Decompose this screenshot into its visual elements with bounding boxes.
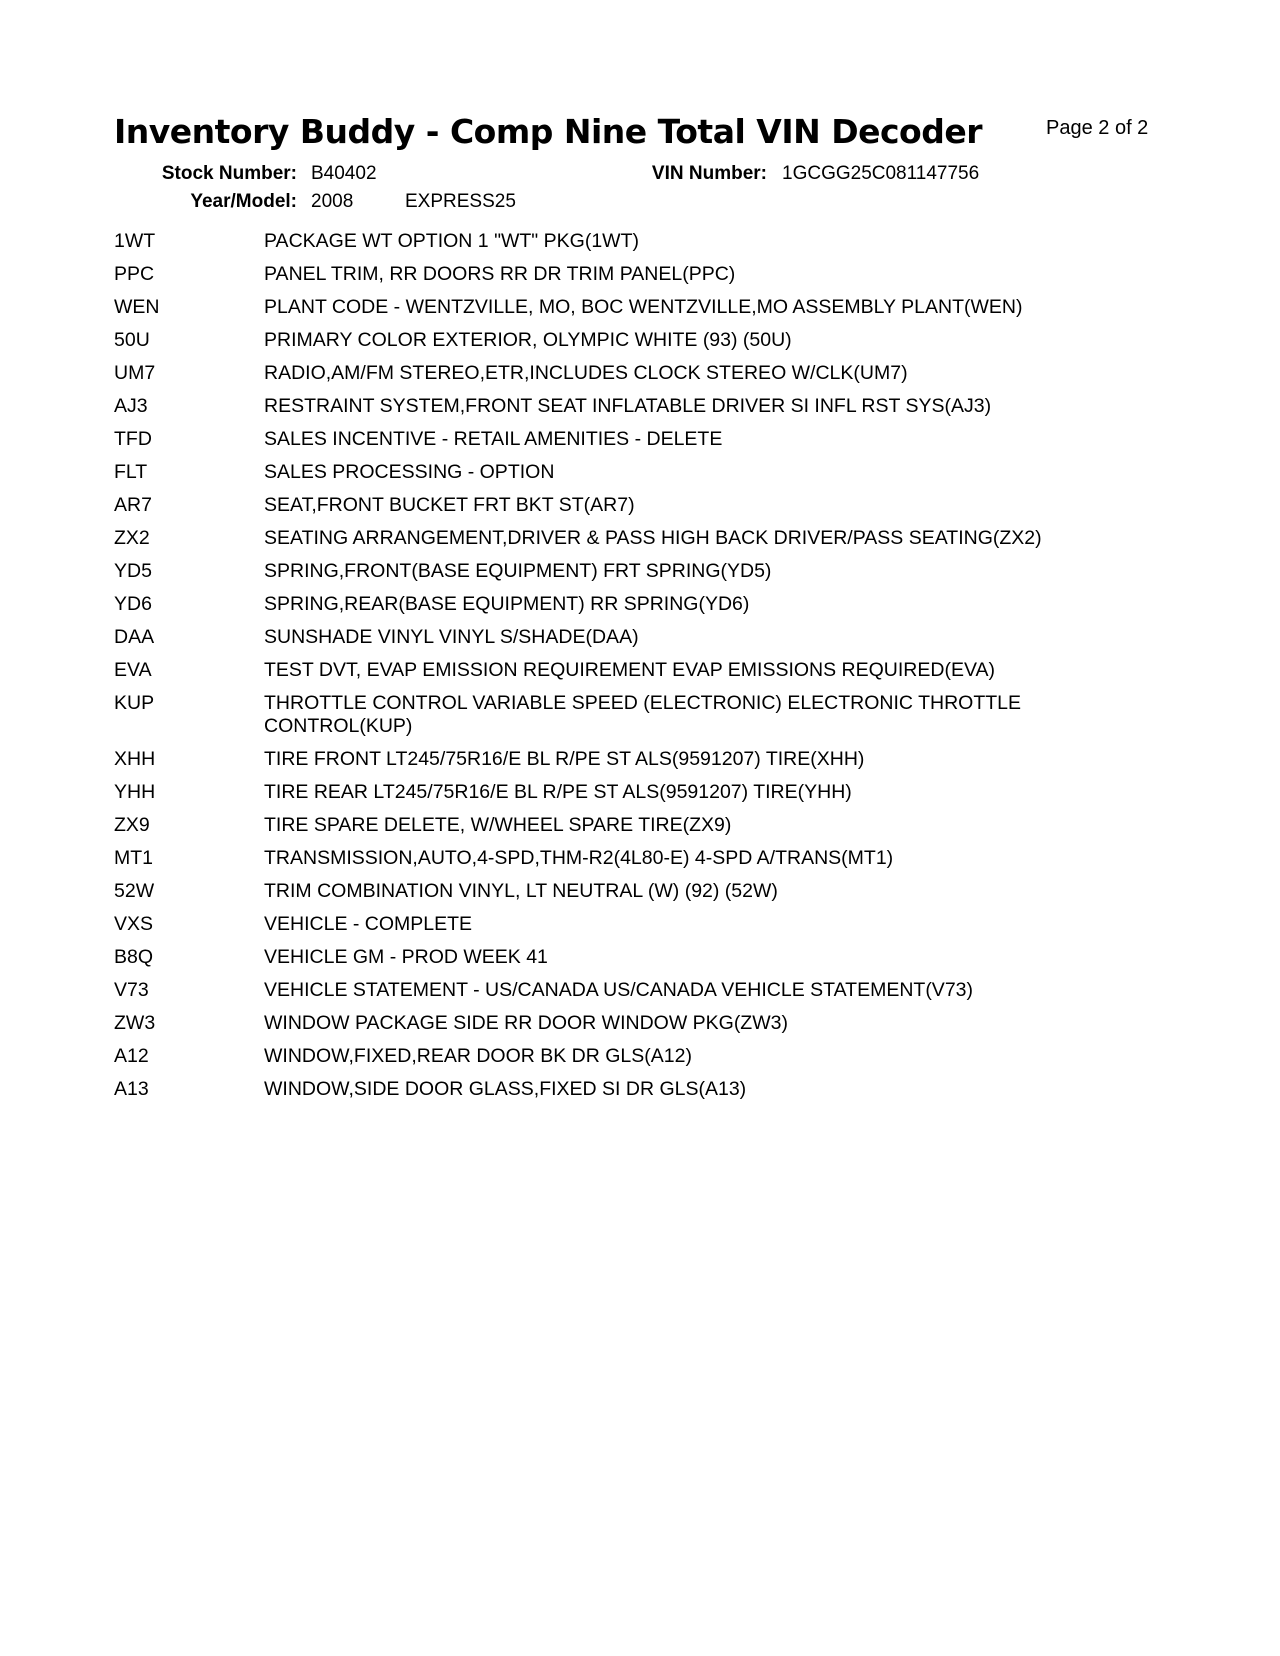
list-item bbox=[114, 946, 1194, 969]
option-description: TRANSMISSION,AUTO,4-SPD,THM-R2(4L80-E) 4-SPD A/TRANS(MT1) bbox=[264, 847, 894, 869]
list-item bbox=[114, 362, 1194, 385]
option-code: YD6 bbox=[114, 593, 152, 615]
list-item bbox=[114, 428, 1194, 451]
list-item bbox=[114, 979, 1194, 1002]
list-item bbox=[114, 880, 1194, 903]
option-description: RADIO,AM/FM STEREO,ETR,INCLUDES CLOCK STEREO W/CLK(UM7) bbox=[264, 362, 908, 384]
list-item bbox=[114, 626, 1194, 649]
option-code: VXS bbox=[114, 913, 154, 935]
option-description: SUNSHADE VINYL VINYL S/SHADE(DAA) bbox=[264, 626, 639, 648]
option-description: PANEL TRIM, RR DOORS RR DR TRIM PANEL(PPC) bbox=[264, 263, 736, 285]
option-description: SPRING,FRONT(BASE EQUIPMENT) FRT SPRING(YD5) bbox=[264, 560, 772, 582]
option-description: SEATING ARRANGEMENT,DRIVER & PASS HIGH BACK DRIVER/PASS SEATING(ZX2) bbox=[264, 527, 1042, 549]
list-item bbox=[114, 560, 1194, 583]
option-code: YHH bbox=[114, 781, 156, 803]
list-item bbox=[114, 296, 1194, 319]
option-code: AJ3 bbox=[114, 395, 148, 417]
option-code: A13 bbox=[114, 1078, 149, 1100]
option-code: A12 bbox=[114, 1045, 149, 1067]
option-description: SEAT,FRONT BUCKET FRT BKT ST(AR7) bbox=[264, 494, 635, 516]
list-item bbox=[114, 814, 1194, 837]
stock-number-label: Stock Number: bbox=[161, 163, 297, 184]
list-item bbox=[114, 781, 1194, 804]
option-description: TIRE REAR LT245/75R16/E BL R/PE ST ALS(9591207) TIRE(YHH) bbox=[264, 781, 852, 803]
option-code: 1WT bbox=[114, 230, 156, 252]
option-description: TRIM COMBINATION VINYL, LT NEUTRAL (W) (92) (52W) bbox=[264, 880, 778, 902]
option-description: THROTTLE CONTROL VARIABLE SPEED (ELECTRONIC) ELECTRONIC THROTTLE CONTROL(KUP) bbox=[264, 692, 1021, 737]
option-code: DAA bbox=[114, 626, 155, 648]
list-item bbox=[114, 913, 1194, 936]
model-value: EXPRESS25 bbox=[405, 191, 516, 212]
option-code: UM7 bbox=[114, 362, 156, 384]
option-description: VEHICLE STATEMENT - US/CANADA US/CANADA VEHICLE STATEMENT(V73) bbox=[264, 979, 973, 1001]
page-number: Page 2 of 2 bbox=[1046, 117, 1149, 139]
list-item bbox=[114, 230, 1194, 253]
option-description: VEHICLE - COMPLETE bbox=[264, 913, 473, 935]
option-code: XHH bbox=[114, 748, 156, 770]
page-title: Inventory Buddy - Comp Nine Total VIN Decoder bbox=[114, 112, 982, 151]
option-description: SALES INCENTIVE - RETAIL AMENITIES - DELETE bbox=[264, 428, 723, 450]
option-description: WINDOW PACKAGE SIDE RR DOOR WINDOW PKG(ZW3) bbox=[264, 1012, 788, 1034]
option-code: KUP bbox=[114, 692, 155, 714]
option-code: MT1 bbox=[114, 847, 153, 869]
list-item bbox=[114, 1045, 1194, 1068]
option-description: SPRING,REAR(BASE EQUIPMENT) RR SPRING(YD6) bbox=[264, 593, 750, 615]
option-description: TEST DVT, EVAP EMISSION REQUIREMENT EVAP EMISSIONS REQUIRED(EVA) bbox=[264, 659, 996, 681]
list-item bbox=[114, 593, 1194, 616]
option-code: WEN bbox=[114, 296, 160, 318]
option-code: PPC bbox=[114, 263, 155, 285]
option-code: ZW3 bbox=[114, 1012, 156, 1034]
option-code-list bbox=[114, 230, 1194, 1111]
option-description: TIRE FRONT LT245/75R16/E BL R/PE ST ALS(9591207) TIRE(XHH) bbox=[264, 748, 865, 770]
year-value: 2008 bbox=[311, 191, 354, 212]
list-item bbox=[114, 847, 1194, 870]
year-model-label: Year/Model: bbox=[190, 191, 297, 212]
list-item bbox=[114, 461, 1194, 484]
list-item bbox=[114, 395, 1194, 418]
option-code: FLT bbox=[114, 461, 148, 483]
option-description: WINDOW,SIDE DOOR GLASS,FIXED SI DR GLS(A13) bbox=[264, 1078, 747, 1100]
option-code: V73 bbox=[114, 979, 149, 1001]
option-code: 52W bbox=[114, 880, 155, 902]
list-item bbox=[114, 1012, 1194, 1035]
option-description: RESTRAINT SYSTEM,FRONT SEAT INFLATABLE DRIVER SI INFL RST SYS(AJ3) bbox=[264, 395, 992, 417]
list-item bbox=[114, 748, 1194, 771]
option-description: WINDOW,FIXED,REAR DOOR BK DR GLS(A12) bbox=[264, 1045, 692, 1067]
option-code: TFD bbox=[114, 428, 152, 450]
stock-number-value: B40402 bbox=[311, 163, 377, 184]
option-description: PLANT CODE - WENTZVILLE, MO, BOC WENTZVILLE,MO ASSEMBLY PLANT(WEN) bbox=[264, 296, 1023, 318]
list-item bbox=[114, 527, 1194, 550]
option-description: PRIMARY COLOR EXTERIOR, OLYMPIC WHITE (93) (50U) bbox=[264, 329, 792, 351]
option-code: ZX9 bbox=[114, 814, 150, 836]
option-description: VEHICLE GM - PROD WEEK 41 bbox=[264, 946, 548, 968]
list-item bbox=[114, 263, 1194, 286]
list-item bbox=[114, 692, 1194, 738]
list-item bbox=[114, 659, 1194, 682]
option-code: YD5 bbox=[114, 560, 152, 582]
list-item bbox=[114, 329, 1194, 352]
option-description: TIRE SPARE DELETE, W/WHEEL SPARE TIRE(ZX9) bbox=[264, 814, 732, 836]
list-item bbox=[114, 494, 1194, 517]
option-code: AR7 bbox=[114, 494, 152, 516]
option-code: EVA bbox=[114, 659, 152, 681]
list-item bbox=[114, 1078, 1194, 1101]
option-code: ZX2 bbox=[114, 527, 150, 549]
option-description: SALES PROCESSING - OPTION bbox=[264, 461, 555, 483]
vin-number-value: 1GCGG25C081147756 bbox=[782, 163, 980, 184]
option-description: PACKAGE WT OPTION 1 "WT" PKG(1WT) bbox=[264, 230, 639, 252]
option-code: 50U bbox=[114, 329, 150, 351]
option-code: B8Q bbox=[114, 946, 154, 968]
vin-number-label: VIN Number: bbox=[651, 163, 767, 184]
